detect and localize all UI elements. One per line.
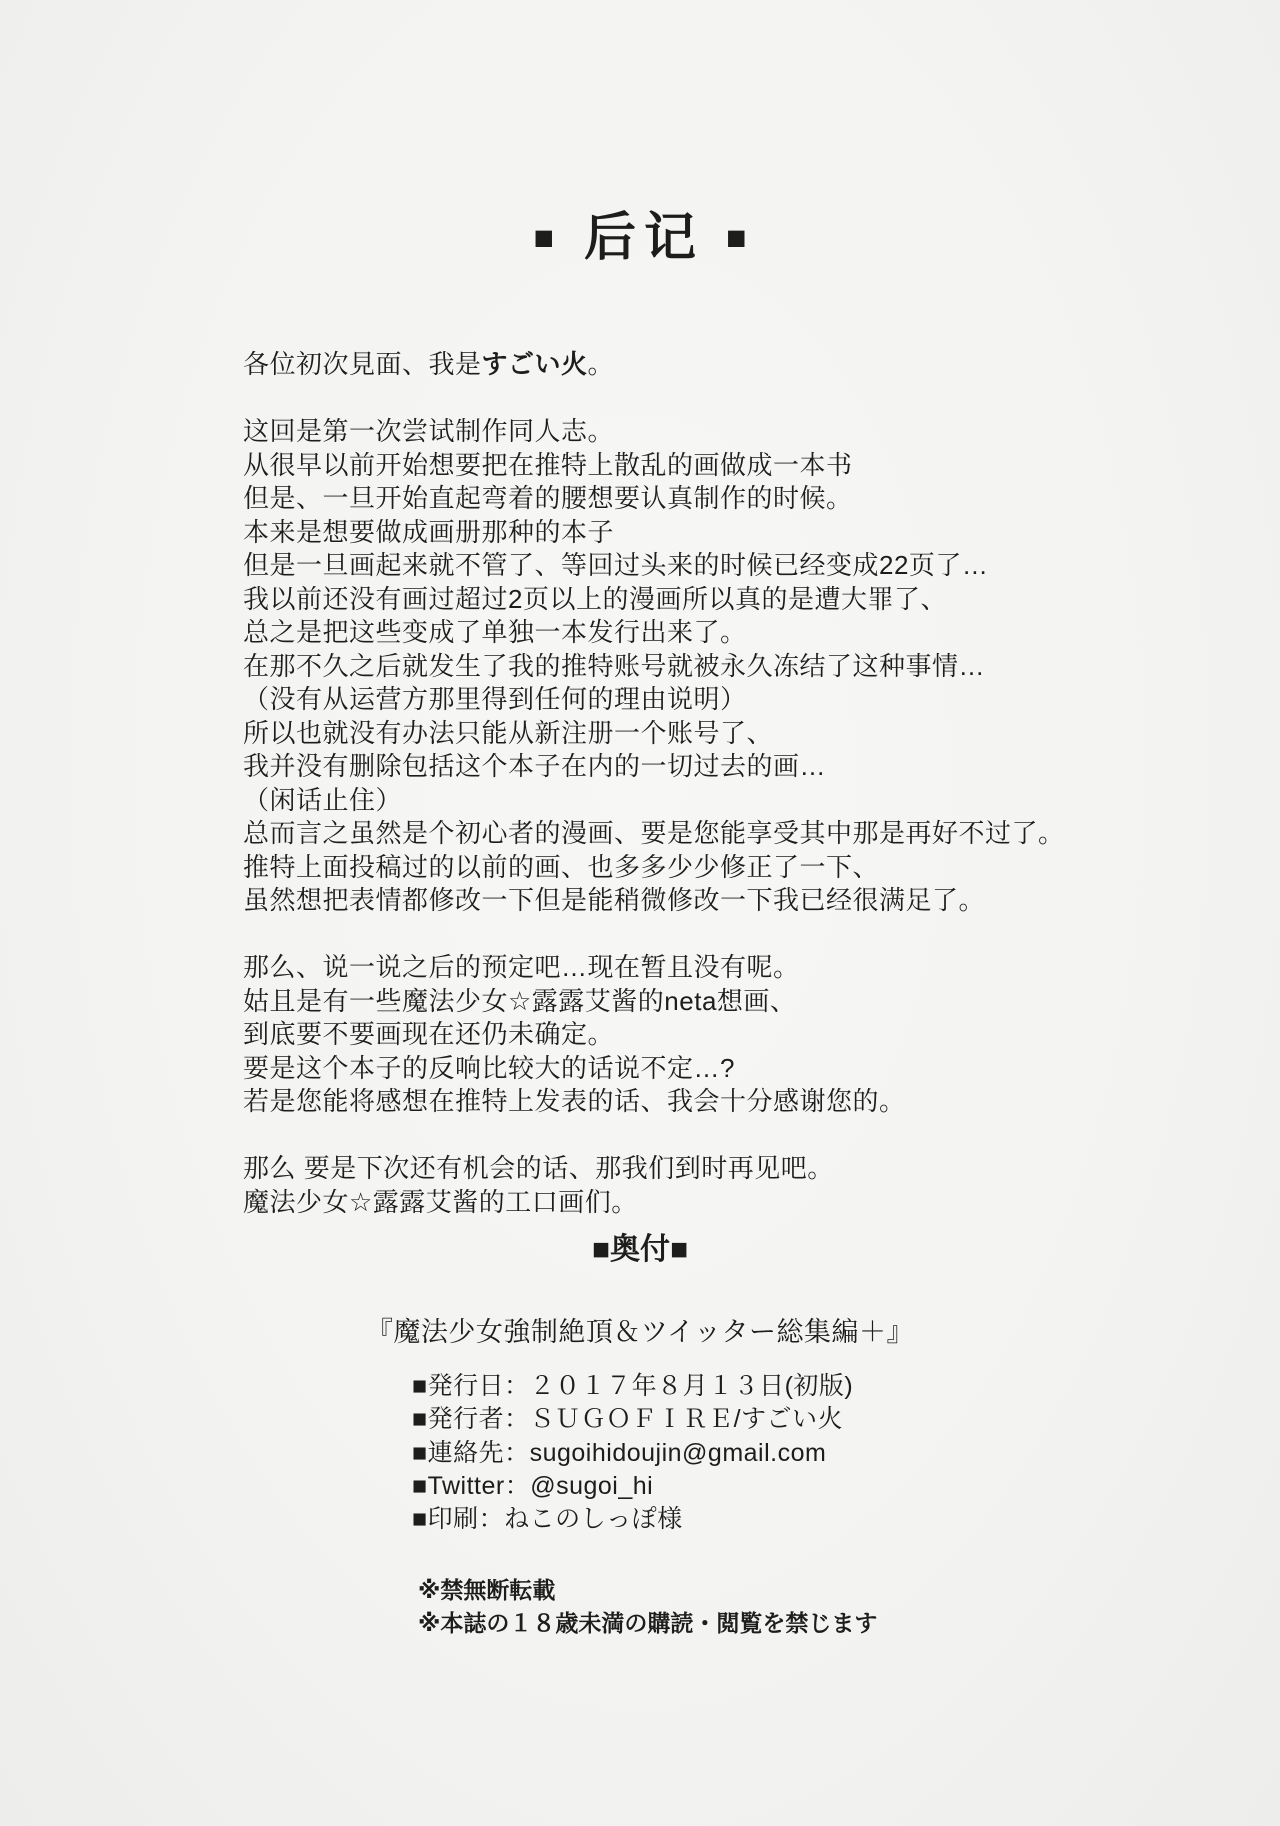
afterword-line xyxy=(243,784,1280,818)
page-title-text: 后记 xyxy=(583,209,704,267)
colophon-item xyxy=(412,1503,1280,1536)
line-text: （闲话止住） xyxy=(243,784,403,815)
colophon-item-text: ■発行日：２０１７年８月１３日(初版) xyxy=(412,1372,854,1400)
line-text: 各位初次見面、我是 xyxy=(243,349,482,379)
notice-item xyxy=(418,1574,1280,1607)
afterword-line xyxy=(243,516,1280,550)
afterword-line xyxy=(243,717,1280,751)
line-text: 总而言之虽然是个初心者的漫画、要是您能享受其中那是再好不过了。 xyxy=(243,818,1065,848)
afterword-line xyxy=(243,1119,1280,1153)
square-marker-right-icon: ■ xyxy=(726,219,747,257)
line-text: 魔法少女☆露露艾酱的工口画们。 xyxy=(243,1186,638,1217)
afterword-line xyxy=(243,1186,1280,1220)
afterword-line xyxy=(243,884,1280,918)
afterword-line xyxy=(243,1052,1280,1086)
line-text: （没有从运营方那里得到任何的理由说明） xyxy=(243,684,747,714)
colophon-item xyxy=(412,1403,1280,1436)
line-text: 那么、说一说之后的预定吧…现在暂且没有呢。 xyxy=(243,952,800,982)
line-text: 本来是想要做成画册那种的本子 xyxy=(243,516,615,547)
line-text: 。 xyxy=(587,349,615,379)
afterword-line xyxy=(243,985,1280,1019)
afterword-line xyxy=(243,583,1280,617)
afterword-line xyxy=(243,1152,1280,1186)
book-title: 『魔法少女強制絶頂＆ツイッター総集編＋』 xyxy=(365,1317,915,1347)
author-name: すごい火 xyxy=(481,349,588,379)
line-text: 那么 要是下次还有机会的话、那我们到时再见吧。 xyxy=(243,1153,834,1183)
colophon-list xyxy=(412,1370,1280,1536)
afterword-line xyxy=(243,616,1280,650)
line-text: 要是这个本子的反响比较大的话说不定…? xyxy=(243,1052,735,1083)
line-text: 若是您能将感想在推特上发表的话、我会十分感谢您的。 xyxy=(243,1086,906,1116)
afterword-line xyxy=(243,851,1280,885)
afterword-line xyxy=(243,1018,1280,1052)
afterword-line xyxy=(243,482,1280,516)
line-text: 但是、一旦开始直起弯着的腰想要认真制作的时候。 xyxy=(243,483,853,513)
line-text: 这回是第一次尝试制作同人志。 xyxy=(243,416,615,446)
afterword-line xyxy=(243,650,1280,684)
afterword-line xyxy=(243,918,1280,952)
line-text: 总之是把这些变成了单独一本发行出来了。 xyxy=(243,617,747,647)
afterword-line xyxy=(243,951,1280,985)
notice-item-text: ※本誌の１８歳未満の購読・閲覧を禁じます xyxy=(418,1610,878,1637)
line-text: 到底要不要画现在还仍未确定。 xyxy=(243,1019,615,1049)
page-title xyxy=(0,209,1280,267)
afterword-line xyxy=(243,415,1280,449)
afterword-line xyxy=(243,549,1280,583)
afterword-body xyxy=(243,348,1280,1219)
colophon-item xyxy=(412,1370,1280,1403)
afterword-line xyxy=(243,382,1280,416)
colophon-item-text: ■印刷：ねこのしっぽ様 xyxy=(412,1505,683,1534)
afterword-line xyxy=(243,683,1280,717)
colophon-item-text: ■Twitter：@sugoi_hi xyxy=(412,1471,654,1500)
afterword-line xyxy=(243,449,1280,483)
colophon-item-text: ■連絡先：sugoihidoujin@gmail.com xyxy=(412,1438,827,1467)
line-text: 虽然想把表情都修改一下但是能稍微修改一下我已经很满足了。 xyxy=(243,885,986,915)
afterword-line xyxy=(243,1085,1280,1119)
line-text: 但是一旦画起来就不管了、等回过头来的时候已经变成22页了… xyxy=(243,550,989,580)
line-text: 所以也就没有办法只能从新注册一个账号了、 xyxy=(243,717,774,748)
notice-item xyxy=(418,1607,1280,1640)
line-text: 在那不久之后就发生了我的推特账号就被永久冻结了这种事情… xyxy=(243,650,986,681)
colophon-item xyxy=(412,1437,1280,1470)
afterword-line xyxy=(243,750,1280,784)
colophon-item xyxy=(412,1470,1280,1503)
colophon-item-text: ■発行者：ＳＵＧＯＦＩＲＥ/すごい火 xyxy=(412,1405,844,1434)
afterword-line xyxy=(243,817,1280,851)
notice-item-text: ※禁無断転載 xyxy=(418,1577,556,1604)
square-marker-left-icon: ■ xyxy=(533,219,554,257)
line-text: 姑且是有一些魔法少女☆露露艾酱的neta想画、 xyxy=(243,985,797,1016)
line-text: 推特上面投稿过的以前的画、也多多少少修正了一下、 xyxy=(243,851,880,882)
colophon-header: ■奥付■ xyxy=(591,1233,689,1266)
afterword-line xyxy=(243,348,1280,382)
notices xyxy=(418,1574,1280,1640)
line-text: 从很早以前开始想要把在推特上散乱的画做成一本书 xyxy=(243,449,853,480)
line-text: 我以前还没有画过超过2页以上的漫画所以真的是遭大罪了、 xyxy=(243,583,947,614)
line-text: 我并没有删除包括这个本子在内的一切过去的画… xyxy=(243,751,827,781)
